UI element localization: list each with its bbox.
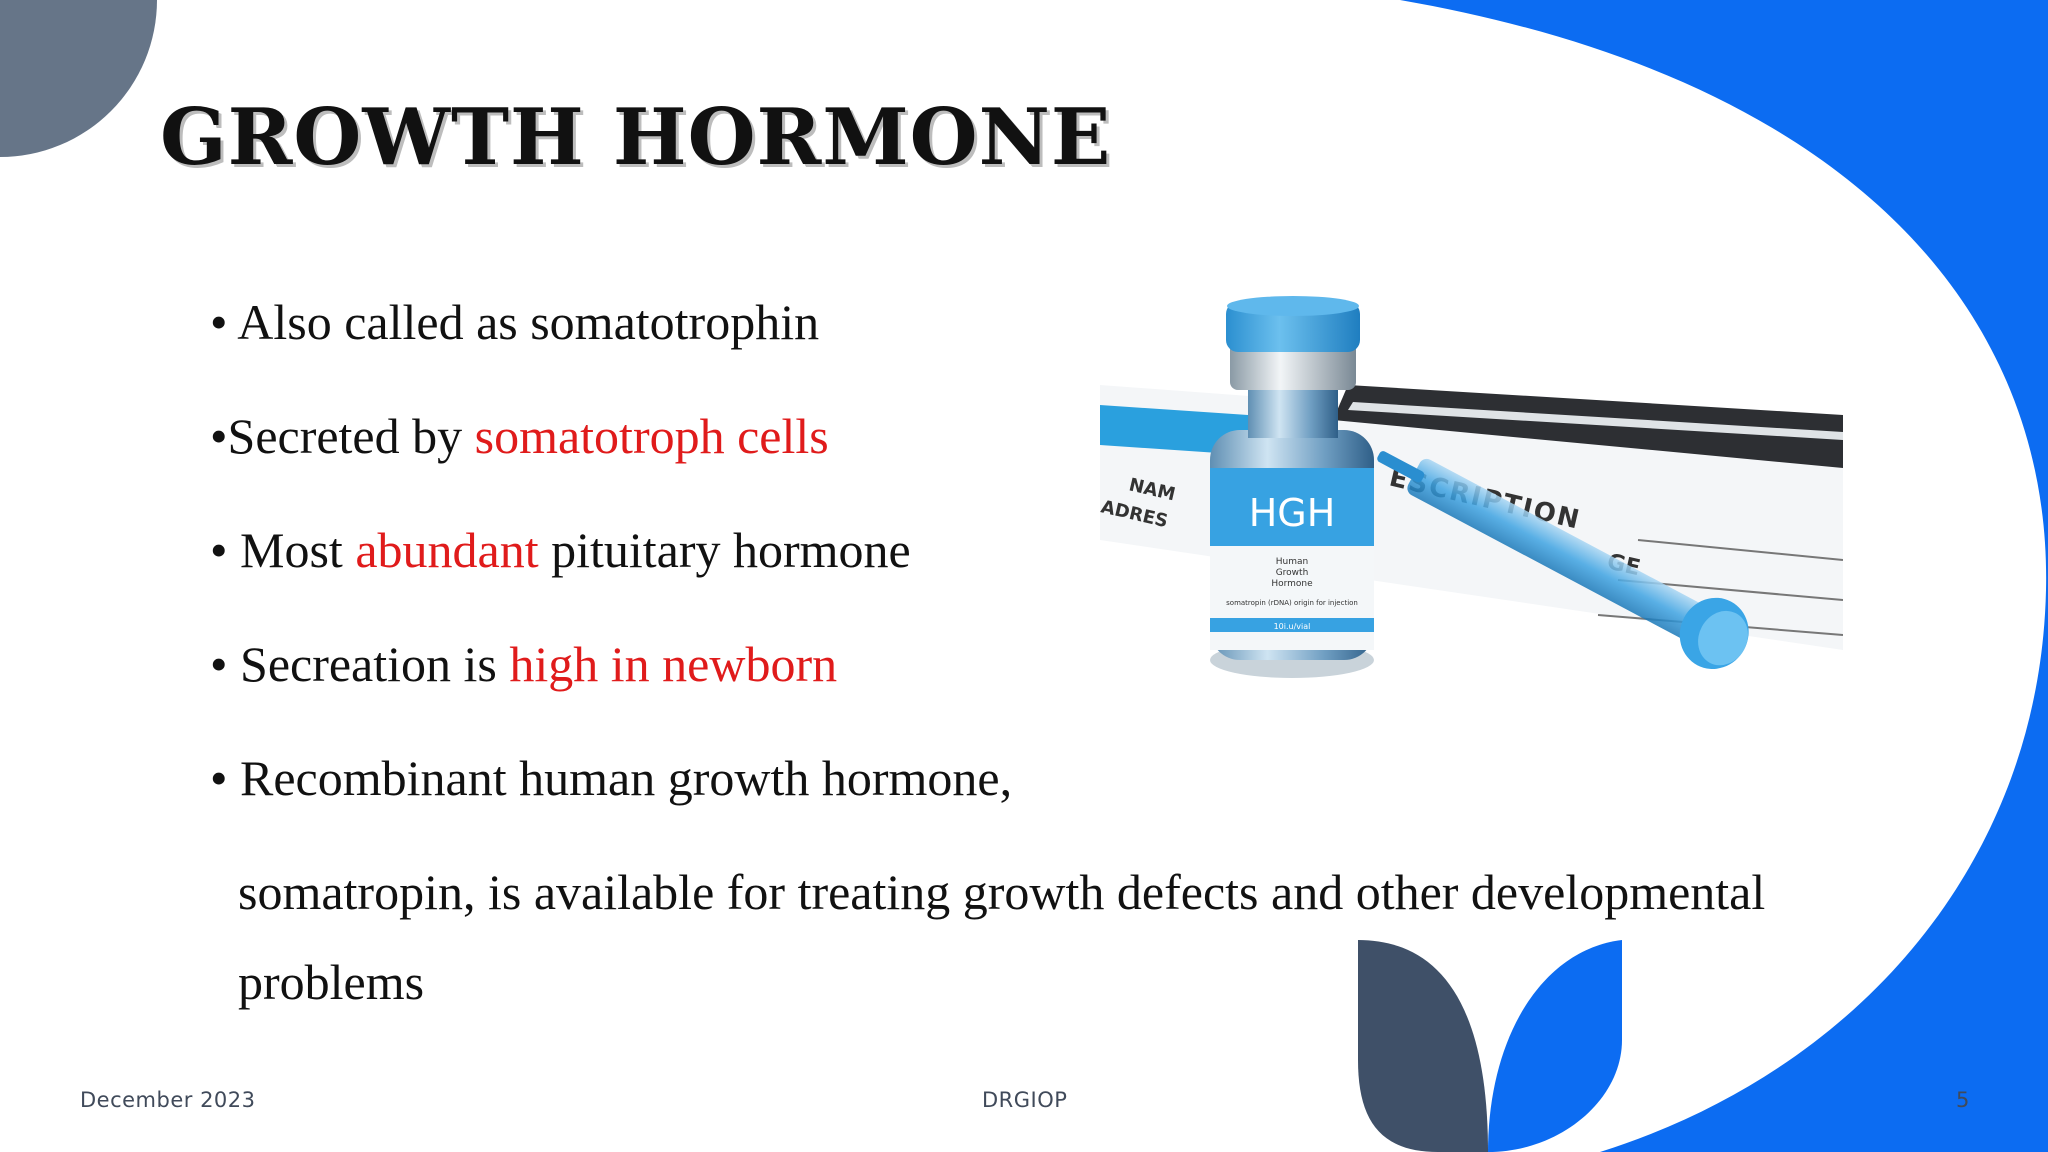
- bullet-5-continuation: somatropin, is available for treating growth defects and other developmental: [238, 864, 1766, 920]
- bullet-3: [210, 520, 911, 580]
- vial: [1210, 296, 1374, 678]
- bullet-2-text: •Secreted by: [210, 408, 475, 464]
- paper-label-text-2: ADRES: [1098, 496, 1170, 533]
- vial-label-line-3: Hormone: [1271, 579, 1313, 589]
- bullet-2-highlight: somatotroph cells: [474, 408, 829, 464]
- vial-label-dose: 10i.u/vial: [1273, 622, 1311, 631]
- slide-title: GROWTH HORMONE: [160, 92, 1112, 183]
- bullet-3-text: • Most: [210, 522, 356, 578]
- paper-label-text: NAM: [1126, 474, 1178, 506]
- bullet-5-continuation-end: problems: [238, 954, 425, 1010]
- hgh-vial-image: [1098, 290, 1843, 720]
- slide-number: 5: [1956, 1088, 1970, 1112]
- blue-leaf-shape: [1488, 940, 1622, 1152]
- vial-label-small: somatropin (rDNA) origin for injection: [1226, 599, 1358, 607]
- dark-leaf-shape: [1358, 940, 1488, 1152]
- vial-label-line-2: Growth: [1275, 568, 1309, 578]
- bullet-2: [210, 406, 829, 466]
- vial-label-main: HGH: [1248, 491, 1336, 535]
- bullet-1: • Also called as somatotrophin: [210, 294, 820, 350]
- bullet-3-highlight: abundant: [355, 522, 539, 578]
- footer-organization: DRGIOP: [982, 1088, 1068, 1112]
- vial-label-line-1: Human: [1275, 557, 1309, 567]
- bullet-4-text: • Secreation is: [210, 636, 510, 692]
- bullet-3-text-end: pituitary hormone: [538, 522, 911, 578]
- bullet-4: [210, 634, 837, 694]
- corner-circle: [0, 0, 157, 157]
- footer-date: December 2023: [80, 1088, 256, 1112]
- bullet-5: • Recombinant human growth hormone,: [210, 750, 1013, 806]
- bullet-4-highlight: high in newborn: [509, 636, 838, 692]
